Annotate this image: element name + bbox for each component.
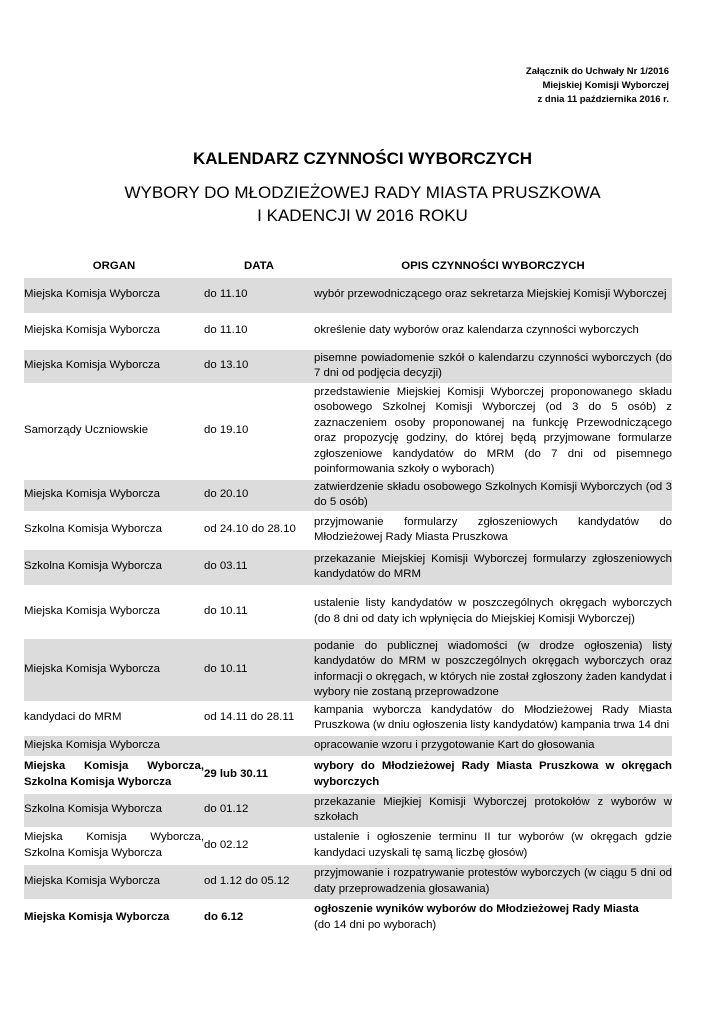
cell-organ: kandydaci do MRM (24, 711, 122, 724)
cell-opis: ustalenie i ogłoszenie terminu II tur wyborów (w okręgach gdzie kandydaci uzyskali tę samą liczbę głosów) (314, 831, 672, 859)
cell-organ: Miejska Komisja Wyborcza (24, 639, 204, 701)
cell-data: do 11.10 (204, 278, 314, 313)
cell-opis: wybory do Młodzieżowej Rady Miasta Pruszkowa w okręgach wyborczych (314, 760, 672, 788)
cell-opis: przyjmowanie formularzy zgłoszeniowych kandydatów do Młodzieżowej Rady Miasta Pruszkowa (314, 515, 672, 543)
subtitle-line: I KADENCJI W 2016 ROKU (257, 206, 468, 225)
cell-opis: zatwierdzenie składu osobowego Szkolnych Komisji Wyborczych (od 3 do 5 osób) (314, 480, 672, 511)
table-row (24, 513, 672, 548)
cell-organ: Miejska Komisja Wyborcza (24, 324, 160, 337)
table-row (24, 703, 672, 734)
cell-organ: Miejska Komisja Wyborcza (24, 736, 204, 756)
table-row (24, 736, 672, 756)
cell-data: do 10.11 (204, 639, 314, 701)
cell-data: 29 lub 30.11 (204, 767, 268, 780)
table-row (24, 794, 672, 827)
cell-data: do 6.12 (204, 910, 244, 923)
document-subtitle (0, 181, 725, 227)
cell-data: do 02.12 (204, 838, 249, 851)
column-header-opis: OPIS CZYNNOŚCI WYBORCZYCH (401, 260, 585, 272)
cell-data: od 1.12 do 05.12 (204, 865, 314, 899)
cell-organ: Miejska Komisja Wyborcza (24, 604, 160, 617)
column-header-organ: ORGAN (92, 260, 136, 272)
cell-opis: przyjmowanie i rozpatrywanie protestów wyborczych (w ciągu 5 dni od daty przeprowadzenia głosawania) (314, 865, 672, 899)
table-header-row (24, 258, 672, 276)
cell-opis (314, 901, 672, 935)
cell-opis: przekazanie Miejkiej Komisji Wyborczej protokołów z wyborów w szkołach (314, 794, 672, 827)
table-row (24, 480, 672, 511)
table-row (24, 587, 672, 637)
cell-data (204, 736, 314, 756)
cell-organ: Szkolna Komisja Wyborcza (24, 523, 162, 536)
cell-data: do 19.10 (204, 424, 249, 437)
table-row (24, 550, 672, 585)
cell-organ: Szkolna Komisja Wyborcza (24, 550, 204, 585)
table-row (24, 865, 672, 899)
table-row (24, 385, 672, 478)
cell-opis-main: ogłoszenie wyników wyborów do Młodzieżowej Rady Miasta (314, 903, 639, 915)
annex-reference (526, 65, 669, 107)
cell-data: do 10.11 (204, 604, 248, 617)
cell-opis: przedstawienie Miejskiej Komisji Wyborczej proponowanego składu osobowego Szkolnej Komisji Wyborczej (od 3 do 5 osób) z zaznaczeniem osoby proponowanej na funkcję Przewodniczącego oraz propozycję godziny, do której będą przyjmowane formularze zgłoszeniowe kandydatów do MRM (do 7 dni od pisemnego poinformowania szkoły o wyborach) (314, 385, 672, 475)
cell-data: do 11.10 (204, 324, 248, 337)
cell-opis: wybór przewodniczącego oraz sekretarza Miejskiej Komisji Wyborczej (314, 278, 672, 313)
cell-opis: podanie do publicznej wiadomości (w drodze ogłoszenia) listy kandydatów do MRM w poszczególnych okręgach wyborczych oraz informacji o okręgach, w których nie został zgłoszony żaden kandydat i wybory nie zostaną przeprowadzone (314, 639, 672, 701)
cell-data: od 24.10 do 28.10 (204, 523, 296, 536)
cell-organ: Miejska Komisja Wyborcza, Szkolna Komisja Wyborcza (24, 831, 204, 859)
cell-organ: Miejska Komisja Wyborcza (24, 480, 204, 511)
cell-data: do 13.10 (204, 350, 314, 383)
cell-opis: ustalenie listy kandydatów w poszczególnych okręgach wyborczych (do 8 dni od daty ich wpłynięcia do Miejskiej Komisji Wyborczej) (314, 597, 672, 625)
table-row (24, 278, 672, 313)
table-row (24, 639, 672, 701)
cell-organ: Szkolna Komisja Wyborcza (24, 794, 204, 827)
table-row (24, 315, 672, 348)
annex-line: Miejskiej Komisji Wyborczej (542, 80, 669, 91)
cell-organ: Miejska Komisja Wyborcza (24, 910, 170, 923)
election-calendar-table (24, 256, 672, 937)
table-row (24, 350, 672, 383)
cell-organ: Miejska Komisja Wyborcza (24, 278, 204, 313)
cell-organ: Miejska Komisja Wyborcza (24, 350, 204, 383)
table-row (24, 829, 672, 863)
column-header-data: DATA (244, 260, 274, 272)
cell-opis: przekazanie Miejskiej Komisji Wyborczej formularzy zgłoszeniowych kandydatów do MRM (314, 550, 672, 585)
cell-data: do 01.12 (204, 794, 314, 827)
cell-organ: Samorządy Uczniowskie (24, 424, 149, 437)
annex-line: z dnia 11 października 2016 r. (537, 94, 669, 105)
cell-opis-note: (do 14 dni po wyborach) (314, 918, 437, 931)
cell-data: do 20.10 (204, 480, 314, 511)
cell-data: do 03.11 (204, 550, 314, 585)
cell-opis: kampania wyborcza kandydatów do Młodzieżowej Rady Miasta Pruszkowa (w dniu ogłoszenia listy kandydatów) kampania trwa 14 dni (314, 703, 672, 731)
cell-organ: Miejska Komisja Wyborcza, Szkolna Komisja Wyborcza (24, 760, 204, 788)
annex-line: Załącznik do Uchwały Nr 1/2016 (525, 66, 669, 77)
cell-data: od 14.11 do 28.11 (204, 711, 295, 724)
cell-opis: opracowanie wzoru i przygotowanie Kart do głosowania (314, 736, 672, 756)
table-row (24, 758, 672, 792)
table-row (24, 901, 672, 935)
subtitle-line: WYBORY DO MŁODZIEŻOWEJ RADY MIASTA PRUSZKOWA (124, 183, 601, 202)
cell-organ: Miejska Komisja Wyborcza (24, 865, 204, 899)
cell-opis: pisemne powiadomenie szkół o kalendarzu czynności wyborczych (do 7 dni od podjęcia decyzji) (314, 350, 672, 383)
cell-opis: określenie daty wyborów oraz kalendarza czynności wyborczych (314, 324, 639, 337)
document-title: KALENDARZ CZYNNOŚCI WYBORCZYCH (192, 149, 533, 168)
